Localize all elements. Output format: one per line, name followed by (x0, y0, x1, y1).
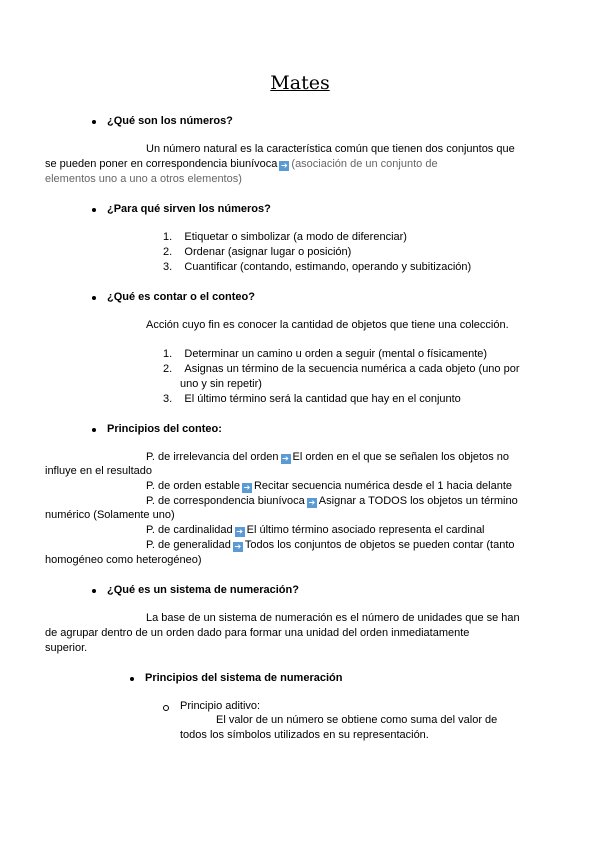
bullet-icon (130, 677, 134, 681)
paragraph-line: Acción cuyo fin es conocer la cantidad de objetos que tiene una colección. (146, 319, 509, 331)
paragraph-line: de agrupar dentro de un orden dado para formar una unidad del orden inmediatamente (45, 627, 470, 639)
text: Cuantificar (contando, estimando, operando y subitización) (184, 261, 472, 273)
section-heading: ¿Qué es un sistema de numeración? (107, 584, 299, 596)
text: P. de correspondencia biunívoca (146, 495, 305, 507)
right-arrow-icon: ➔ (308, 498, 316, 507)
circle-bullet-icon (163, 705, 169, 711)
principle-line (146, 450, 509, 465)
bullet-icon (92, 208, 96, 212)
paragraph-line: todos los símbolos utilizados en su representación. (180, 729, 429, 741)
text: El último término asociado representa el cardinal (246, 524, 485, 536)
list-item: 1. Determinar un camino u orden a seguir (mental o físicamente) (163, 348, 488, 360)
principle-continuation: influye en el resultado (45, 465, 153, 477)
text: Recitar secuencia numérica desde el 1 hacia delante (253, 480, 513, 492)
principle-line (146, 479, 512, 494)
right-arrow-icon: ➔ (234, 542, 242, 551)
bullet-icon (92, 296, 96, 300)
text: (asociación de un conjunto de (291, 158, 438, 170)
page-title: Mates (270, 72, 330, 94)
list-item: 2. Asignas un término de la secuencia numérica a cada objeto (uno por (163, 363, 520, 375)
paragraph-line: superior. (45, 642, 88, 654)
right-arrow-icon: ➔ (243, 483, 251, 492)
section-heading: Principios del conteo: (107, 423, 222, 435)
text: P. de generalidad (146, 539, 231, 551)
list-item: 2. Ordenar (asignar lugar o posición) (163, 246, 352, 258)
principle-line (146, 494, 518, 509)
principle-continuation: homogéneo como heterogéneo) (45, 554, 202, 566)
text: Etiquetar o simbolizar (a modo de diferenciar) (184, 231, 407, 243)
text: Asignar a TODOS los objetos un término (318, 495, 518, 507)
text: Asignas un término de la secuencia numérica a cada objeto (uno por (184, 363, 520, 375)
list-item-continuation: uno y sin repetir) (180, 378, 262, 390)
paragraph-line (45, 157, 438, 172)
text: se pueden poner en correspondencia biunívoca (45, 158, 278, 170)
paragraph-line: Un número natural es la característica común que tienen dos conjuntos que (146, 143, 515, 155)
section-heading: ¿Qué son los números? (107, 115, 233, 127)
text: Determinar un camino u orden a seguir (mental o físicamente) (184, 348, 488, 360)
section-heading: ¿Qué es contar o el conteo? (107, 291, 255, 303)
principle-line (146, 538, 515, 553)
text: El orden en el que se señalen los objetos no (292, 451, 509, 463)
bullet-icon (92, 120, 96, 124)
list-item: 3. Cuantificar (contando, estimando, operando y subitización) (163, 261, 472, 273)
text: Ordenar (asignar lugar o posición) (184, 246, 352, 258)
principle-continuation: numérico (Solamente uno) (45, 509, 175, 521)
right-arrow-icon: ➔ (281, 161, 288, 170)
paragraph-line: El valor de un número se obtiene como suma del valor de (216, 714, 498, 726)
list-item: Principio aditivo: (180, 700, 261, 712)
section-heading: ¿Para qué sirven los números? (107, 203, 271, 215)
paragraph-line: elementos uno a uno a otros elementos) (45, 173, 242, 185)
right-arrow-icon: ➔ (282, 454, 289, 463)
bullet-icon (92, 589, 96, 593)
subsection-heading: Principios del sistema de numeración (145, 672, 343, 684)
text: El último término será la cantidad que hay en el conjunto (184, 393, 461, 405)
bullet-icon (92, 428, 96, 432)
text: Todos los conjuntos de objetos se pueden contar (tanto (244, 539, 515, 551)
right-arrow-icon: ➔ (236, 527, 243, 536)
text: P. de orden estable (146, 480, 240, 492)
paragraph-line: La base de un sistema de numeración es el número de unidades que se han (146, 612, 520, 624)
list-item: 3. El último término será la cantidad que hay en el conjunto (163, 393, 461, 405)
list-item: 1. Etiquetar o simbolizar (a modo de diferenciar) (163, 231, 407, 243)
text: P. de cardinalidad (146, 524, 233, 536)
text: P. de irrelevancia del orden (146, 451, 279, 463)
principle-line (146, 523, 485, 538)
